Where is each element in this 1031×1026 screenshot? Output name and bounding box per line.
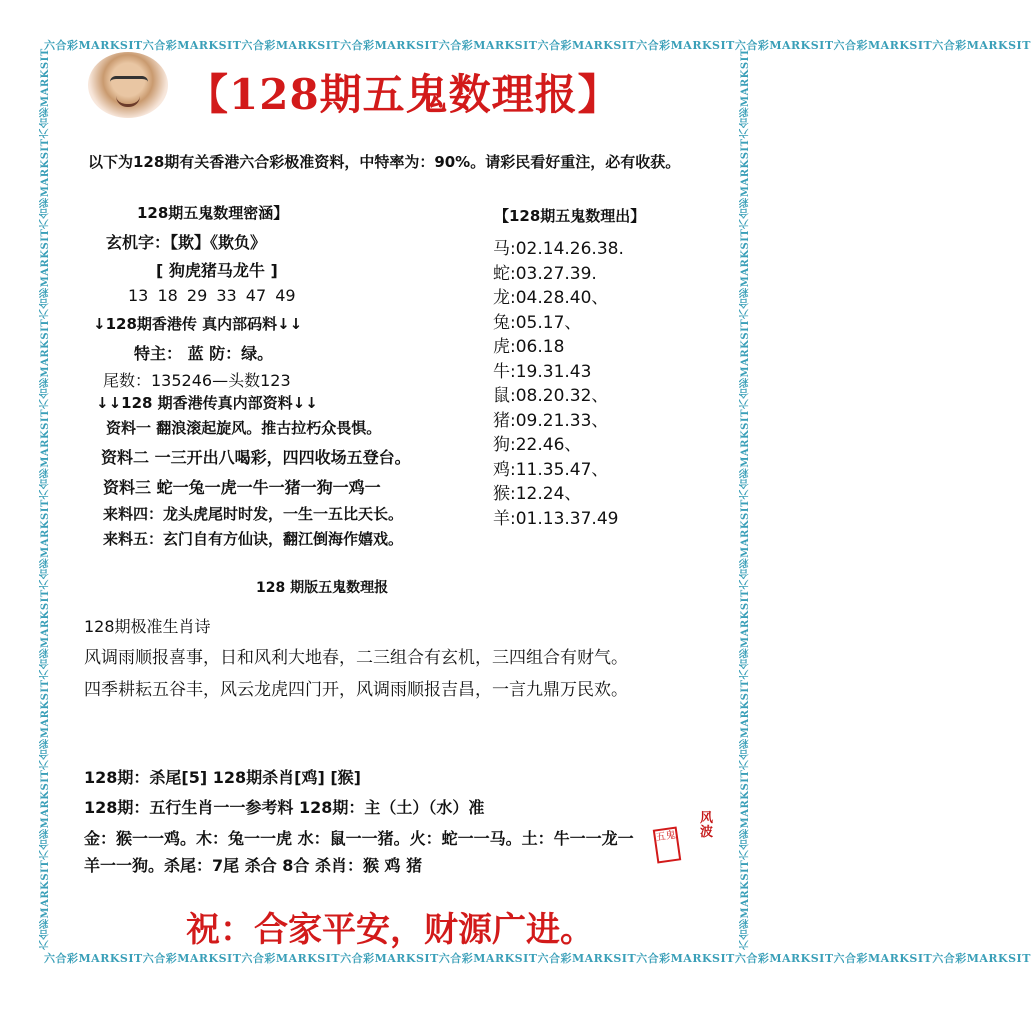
elements-detail-line-2: 羊一一狗。杀尾：7尾 杀合 8合 杀肖：猴 鸡 猪 [84, 856, 423, 875]
info-two: 资料二 一三开出八喝彩，四四收场五登台。 [101, 448, 411, 467]
sub-heading: 128 期版五鬼数理报 [256, 580, 389, 596]
zodiac-row: 马:02.14.26.38. [493, 239, 624, 259]
info-three: 资料三 蛇一兔一虎一牛一猪一狗一鸡一 [103, 478, 381, 497]
zodiac-row: 狗:22.46、 [493, 435, 582, 455]
watermark-right-text: 六合彩MARKSIT六合彩MARKSIT六合彩MARKSIT六合彩MARKSIT六合彩MARKSIT六合彩MARKSIT六合彩MARKSIT六合彩MARKSIT六合彩MARKSIT六合彩MARKSIT [740, 48, 751, 950]
elements-detail-line: 金：猴一一鸡。木：兔一一虎 水：鼠一一猪。火：蛇一一马。土：牛一一龙一 [84, 829, 634, 848]
right-heading: 【128期五鬼数理出】 [494, 207, 646, 225]
poem-line-2: 四季耕耘五谷丰，风云龙虎四门开，风调雨顺报吉昌，一言九鼎万民欢。 [84, 680, 628, 700]
mystery-word: 玄机字：【欺】《欺负》 [106, 233, 267, 252]
zodiac-number-list [493, 234, 624, 528]
kill-tail-line: 128期：杀尾[5] 128期杀肖[鸡] [猴] [84, 768, 361, 787]
zodiac-row: 龙:04.28.40、 [493, 288, 609, 308]
zodiac-row: 牛:19.31.43 [493, 361, 592, 382]
watermark-border-bottom: 六合彩MARKSIT六合彩MARKSIT六合彩MARKSIT六合彩MARKSIT六合彩MARKSIT六合彩MARKSIT六合彩MARKSIT六合彩MARKSIT六合彩MARKSIT六合彩MARKSIT [44, 952, 1031, 965]
info-one: 资料一 翻浪滚起旋风。推古拉朽众畏惧。 [106, 419, 382, 437]
hk-info-line: ↓↓128 期香港传真内部资料↓↓ [96, 394, 318, 412]
five-elements-line: 128期：五行生肖一一参考料 128期：主（土）（水）准 [84, 798, 485, 817]
animals-list: [ 狗虎猪马龙牛 ] [156, 261, 278, 280]
watermark-border-left [38, 48, 54, 950]
left-heading: 128期五鬼数理密涵】 [137, 204, 289, 222]
tail-line: 尾数：135246—头数123 [103, 371, 291, 390]
red-stamp-2: 风波 [700, 811, 714, 840]
blessing-text: 祝：合家平安，财源广进。 [186, 910, 594, 950]
page-title: 【128期五鬼数理报】 [186, 70, 621, 119]
portrait-avatar [88, 52, 168, 118]
info-five: 来料五：玄门自有方仙诀，翻江倒海作嬉戏。 [103, 530, 404, 548]
numbers-row: 13 18 29 33 47 49 [128, 286, 296, 305]
watermark-border-top: 六合彩MARKSIT六合彩MARKSIT六合彩MARKSIT六合彩MARKSIT六合彩MARKSIT六合彩MARKSIT六合彩MARKSIT六合彩MARKSIT六合彩MARKSIT六合彩MARKSIT [44, 39, 1031, 52]
intro-text: 以下为128期有关香港六合彩极准资料，中特率为：90%。请彩民看好重注，必有收获。 [88, 153, 681, 171]
poem-line-1: 风调雨顺报喜事，日和风利大地春，二三组合有玄机，三四组合有财气。 [84, 648, 628, 668]
red-stamp: 五鬼 [653, 826, 681, 863]
hk-code-line: ↓128期香港传 真内部码料↓↓ [93, 315, 303, 333]
poem-title: 128期极准生肖诗 [84, 617, 211, 636]
zodiac-row: 猴:12.24、 [493, 484, 582, 504]
smile-shape [116, 96, 140, 107]
zodiac-row: 羊:01.13.37.49 [493, 508, 619, 529]
zodiac-row: 兔:05.17、 [493, 312, 582, 333]
info-four: 来料四：龙头虎尾时时发，一生一五比天长。 [103, 505, 404, 523]
zodiac-row: 猪:09.21.33、 [493, 410, 609, 431]
zodiac-row: 蛇:03.27.39. [493, 263, 597, 284]
special-line: 特主： 蓝 防：绿。 [134, 344, 274, 363]
zodiac-row: 鸡:11.35.47、 [493, 459, 609, 480]
zodiac-row: 虎:06.18 [493, 337, 565, 357]
glasses-shape [110, 76, 148, 89]
watermark-left-text: 六合彩MARKSIT六合彩MARKSIT六合彩MARKSIT六合彩MARKSIT六合彩MARKSIT六合彩MARKSIT六合彩MARKSIT六合彩MARKSIT六合彩MARKSIT六合彩MARKSIT [40, 48, 51, 950]
watermark-border-right [738, 48, 754, 950]
zodiac-row: 鼠:08.20.32、 [493, 386, 609, 406]
